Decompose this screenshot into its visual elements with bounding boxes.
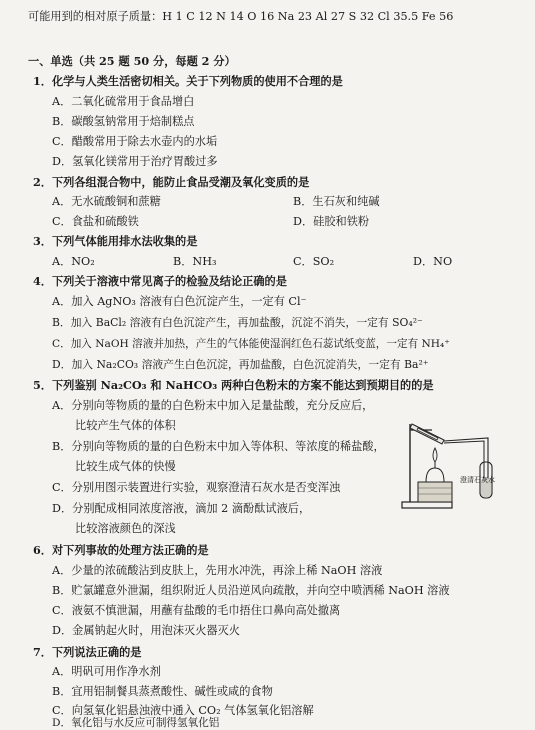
q6-option-d: D．金属钠起火时，用泡沫灭火器灭火	[52, 624, 240, 637]
q7-stem: 7．下列说法正确的是	[33, 645, 142, 659]
q3-stem: 3．下列气体能用排水法收集的是	[33, 234, 198, 248]
q2-option-a: A．无水硫酸铜和蔗糖	[52, 195, 161, 208]
outer-test-tube	[410, 424, 444, 444]
q4-option-d: D．加入 Na₂CO₃ 溶液产生白色沉淀，再加盐酸，白色沉淀消失，一定有 Ba²⁺	[52, 358, 429, 371]
alcohol-lamp	[426, 468, 444, 482]
q5-option-d-line1: D．分别配成相同浓度溶液，滴加 2 滴酚酞试液后，	[52, 502, 311, 515]
q1-option-a: A．二氧化硫常用于食品增白	[52, 95, 195, 108]
q5-option-a-line1: A．分别向等物质的量的白色粉末中加入足量盐酸，充分反应后，	[52, 399, 374, 412]
q5-option-b-line2: 比较生成气体的快慢	[75, 460, 176, 473]
q1-option-b: B．碳酸氢钠常用于焙制糕点	[52, 115, 195, 128]
q5-option-b-line1: B．分别向等物质的量的白色粉末中加入等体积、等浓度的稀盐酸，	[52, 440, 385, 453]
q6-option-c: C．液氨不慎泄漏，用蘸有盐酸的毛巾捂住口鼻向高处撤离	[52, 604, 341, 617]
wooden-block	[418, 482, 452, 502]
q2-option-d: D．硅胶和铁粉	[293, 215, 370, 228]
stand-base	[402, 502, 452, 508]
q5-option-c: C．分别用图示装置进行实验，观察澄清石灰水是否变浑浊	[52, 481, 341, 494]
q3-option-a: A．NO₂	[52, 255, 95, 268]
q3-option-c: C．SO₂	[293, 255, 335, 268]
q2-stem: 2．下列各组混合物中，能防止食品受潮及氧化变质的是	[33, 175, 310, 189]
q1-stem: 1．化学与人类生活密切相关。关于下列物质的使用不合理的是	[33, 74, 343, 88]
q7-option-b: B．宜用铝制餐具蒸煮酸性、碱性或咸的食物	[52, 685, 273, 698]
q1-option-d: D．氢氧化镁常用于治疗胃酸过多	[52, 155, 218, 168]
q6-option-a: A．少量的浓硫酸沾到皮肤上，先用水冲洗，再涂上稀 NaOH 溶液	[52, 564, 383, 577]
q7-option-c: C．向氢氧化铝悬浊液中通入 CO₂ 气体氢氧化铝溶解	[52, 704, 314, 717]
section-title: 一、单选（共 25 题 50 分，每题 2 分）	[28, 54, 236, 68]
q3-option-b: B．NH₃	[173, 255, 217, 268]
q3-option-d: D．NO	[413, 255, 453, 268]
flame-icon	[433, 448, 437, 462]
atomic-mass-header: 可能用到的相对原子质量：H 1 C 12 N 14 O 16 Na 23 Al 27 S 32 Cl 35.5 Fe 56	[28, 10, 454, 23]
q5-stem: 5．下列鉴别 Na₂CO₃ 和 NaHCO₃ 两种白色粉末的方案不能达到预期目的的是	[33, 378, 434, 392]
figure-label-limewater: 澄清石灰水	[460, 476, 495, 484]
q4-stem: 4．下列关于溶液中常见离子的检验及结论正确的是	[33, 274, 287, 288]
q7-option-a: A．明矾可用作净水剂	[52, 665, 161, 678]
q7-option-d: D．氧化铝与水反应可制得氢氧化铝	[52, 717, 220, 729]
q5-option-a-line2: 比较产生气体的体积	[75, 419, 176, 432]
q2-option-c: C．食盐和硫酸铁	[52, 215, 139, 228]
q4-option-c: C．加入 NaOH 溶液并加热，产生的气体能使湿润红色石蕊试纸变蓝，一定有 NH₄⁺	[52, 338, 450, 350]
q4-option-b: B．加入 BaCl₂ 溶液有白色沉淀产生，再加盐酸，沉淀不消失，一定有 SO₄²⁻	[52, 316, 423, 329]
q5-option-d-line2: 比较溶液颜色的深浅	[75, 522, 176, 535]
q4-option-a: A．加入 AgNO₃ 溶液有白色沉淀产生，一定有 Cl⁻	[52, 295, 307, 308]
q1-option-c: C．醋酸常用于除去水壶内的水垢	[52, 135, 218, 148]
heating-apparatus-figure	[398, 418, 503, 510]
q6-stem: 6．对下列事故的处理方法正确的是	[33, 543, 209, 557]
q6-option-b: B．贮氯罐意外泄漏，组织附近人员沿逆风向疏散，并向空中喷洒稀 NaOH 溶液	[52, 584, 450, 597]
q2-option-b: B．生石灰和纯碱	[293, 195, 380, 208]
